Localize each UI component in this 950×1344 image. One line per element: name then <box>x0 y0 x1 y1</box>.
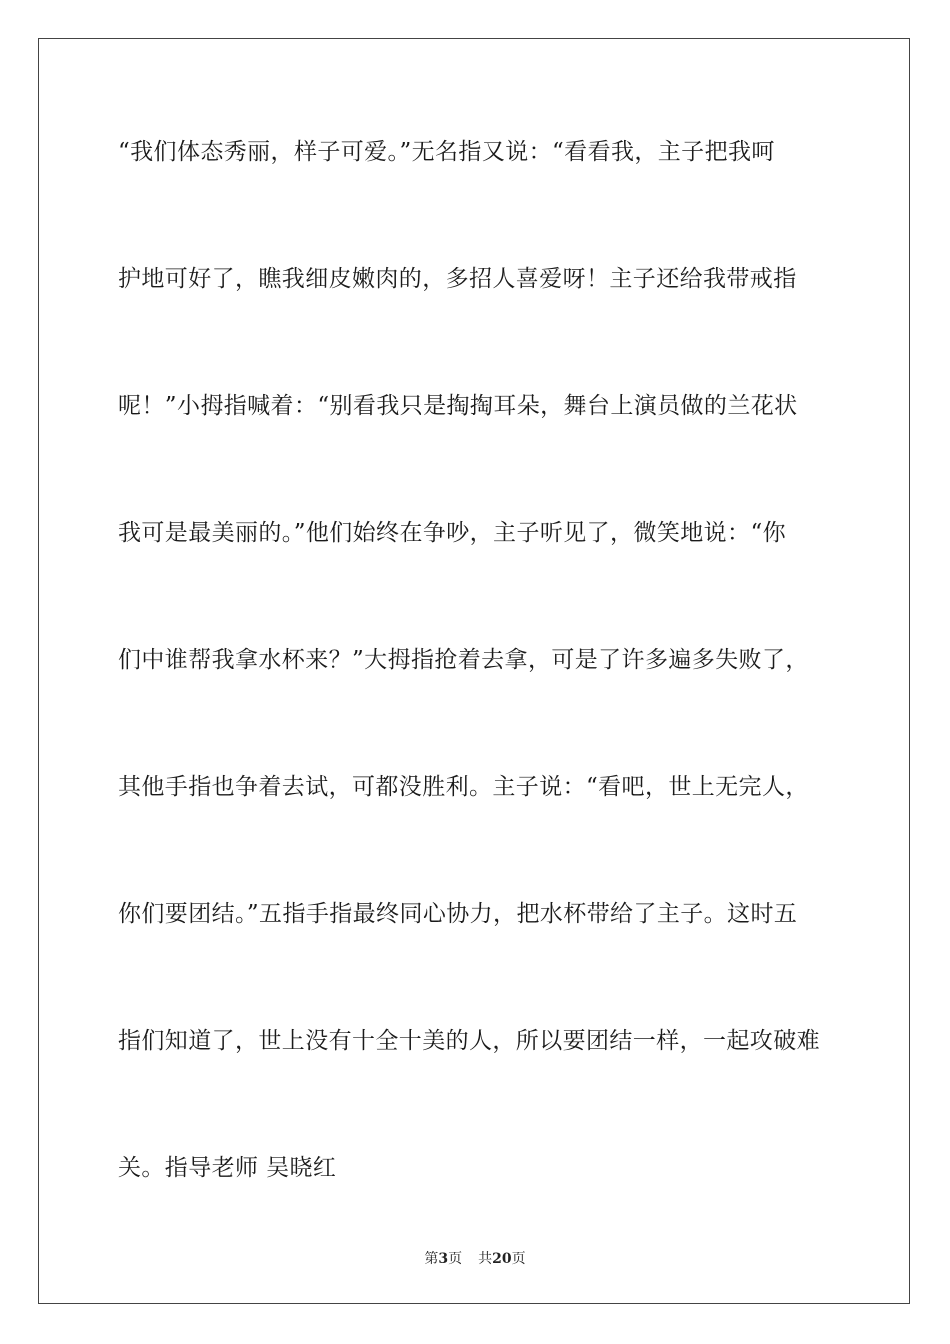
total-pages: 20 <box>492 1251 512 1267</box>
text-line: 你们要团结。”五指手指最终同心协力，把水杯带给了主子。这时五 <box>118 901 798 927</box>
text-line: 们中谁帮我拿水杯来？”大拇指抢着去拿，可是了许多遍多失败了， <box>118 647 809 673</box>
page-prefix: 第 <box>424 1251 439 1267</box>
text-line: 呢！”小拇指喊着：“别看我只是掏掏耳朵，舞台上演员做的兰花状 <box>118 393 798 419</box>
total-prefix: 共 <box>478 1251 493 1267</box>
page-suffix: 页 <box>448 1251 463 1267</box>
text-line: 指们知道了，世上没有十全十美的人，所以要团结一样，一起攻破难 <box>118 1028 820 1054</box>
text-line: 我可是最美丽的。”他们始终在争吵，主子听见了，微笑地说：“你 <box>118 520 787 546</box>
page-footer <box>0 1248 950 1268</box>
text-line: 关。指导老师 吴晓红 <box>118 1155 337 1181</box>
text-line: 护地可好了，瞧我细皮嫩肉的，多招人喜爱呀！主子还给我带戒指 <box>118 266 797 292</box>
page-number: 3 <box>438 1251 449 1267</box>
text-line: “我们体态秀丽，样子可爱。”无名指又说：“看看我，主子把我呵 <box>118 139 775 165</box>
document-body <box>118 130 838 1273</box>
total-suffix: 页 <box>511 1251 526 1267</box>
text-line: 其他手指也争着去试，可都没胜利。主子说：“看吧，世上无完人， <box>118 774 809 800</box>
